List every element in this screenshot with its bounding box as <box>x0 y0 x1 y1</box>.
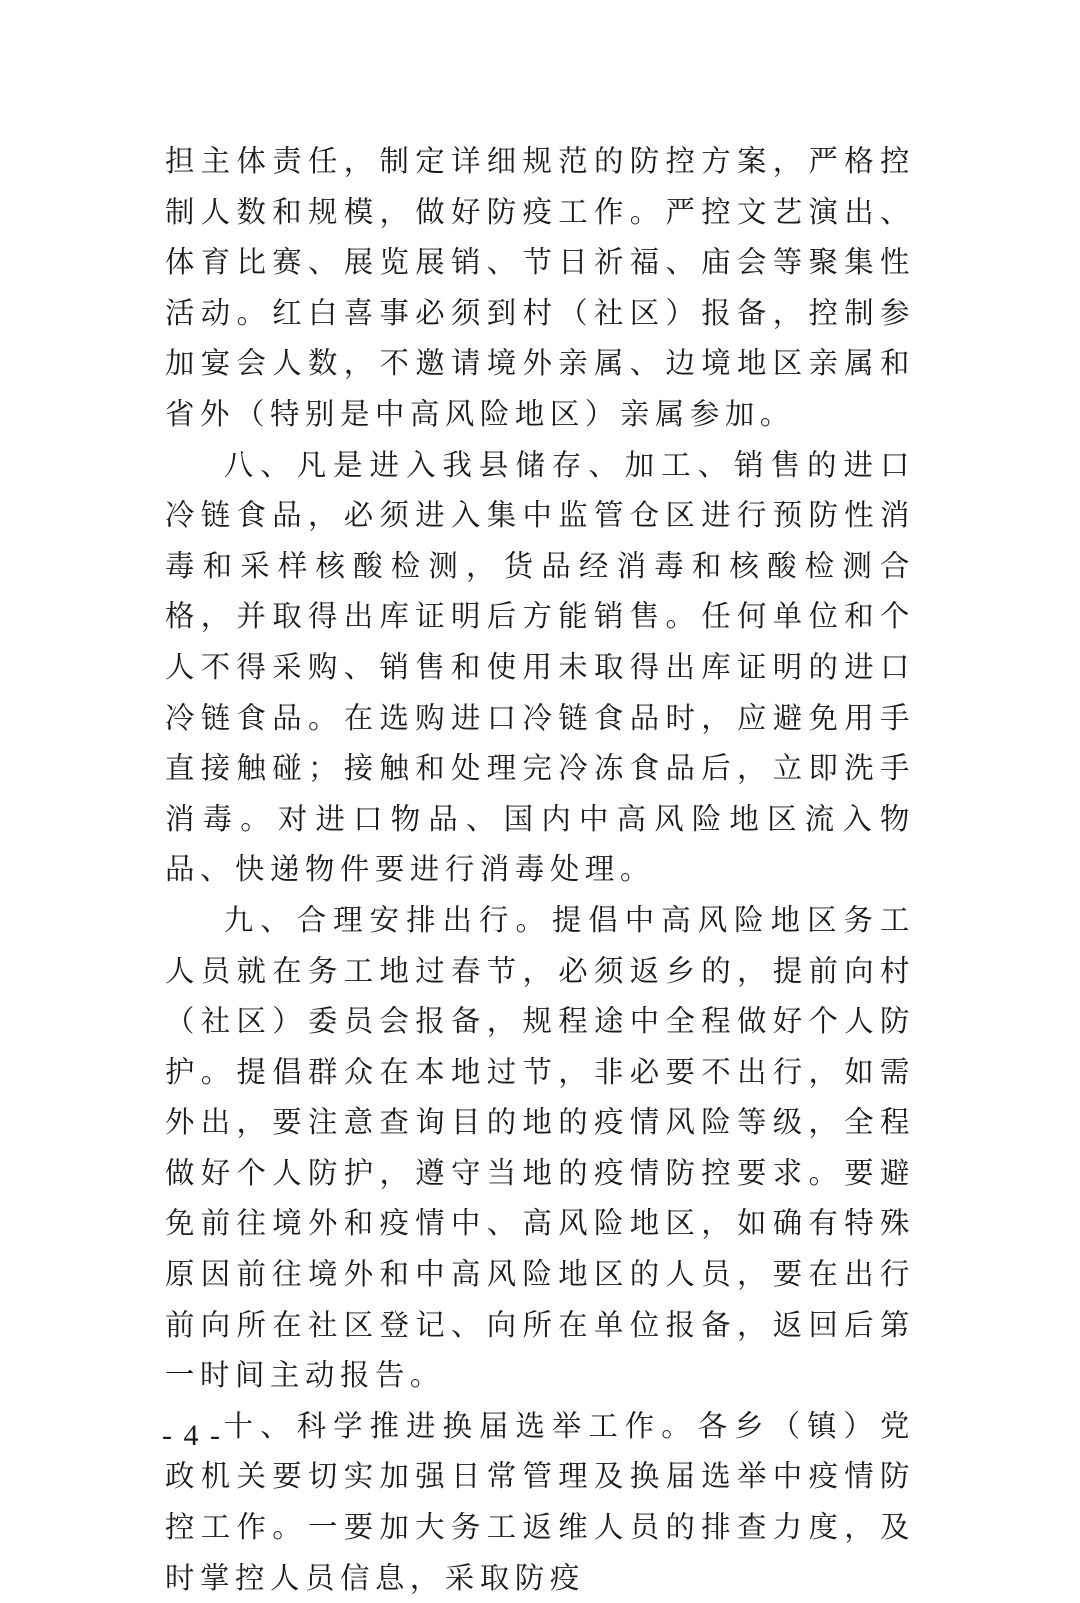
page-number: - 4 - <box>162 1419 222 1452</box>
paragraph-3-item-nine: 九、合理安排出行。提倡中高风险地区务工人员就在务工地过春节，必须返乡的，提前向村（社区）委员会报备，规程途中全程做好个人防护。提倡群众在本地过节，非必要不出行，如需外出，要注意查询目的地的疫情风险等级，全程做好个人防护，遵守当地的疫情防控要求。要避免前往境外和疫情中、高风险地区，如确有特殊原因前往境外和中高风险地区的人员，要在出行前向所在社区登记、向所在单位报备，返回后第一时间主动报告。 <box>165 902 915 1393</box>
paragraph-1: 担主体责任，制定详细规范的防控方案，严格控制人数和规模，做好防疫工作。严控文艺演出、体育比赛、展览展销、节日祈福、庙会等聚集性活动。红白喜事必须到村（社区）报备，控制参加宴会人数，不邀请境外亲属、边境地区亲属和省外（特别是中高风险地区）亲属参加。 <box>165 144 915 431</box>
paragraph-4-item-ten: 十、科学推进换届选举工作。各乡（镇）党政机关要切实加强日常管理及换届选举中疫情防控工作。一要加大务工返维人员的排查力度，及时掌控人员信息，采取防疫 <box>165 1408 915 1595</box>
paragraph-2-item-eight: 八、凡是进入我县储存、加工、销售的进口冷链食品，必须进入集中监管仓区进行预防性消毒和采样核酸检测，货品经消毒和核酸检测合格，并取得出库证明后方能销售。任何单位和个人不得采购、销售和使用未取得出库证明的进口冷链食品。在选购进口冷链食品时，应避免用手直接触碰；接触和处理完冷冻食品后，立即洗手消毒。对进口物品、国内中高风险地区流入物品、快递物件要进行消毒处理。 <box>165 447 915 887</box>
document-body <box>165 136 915 1603</box>
